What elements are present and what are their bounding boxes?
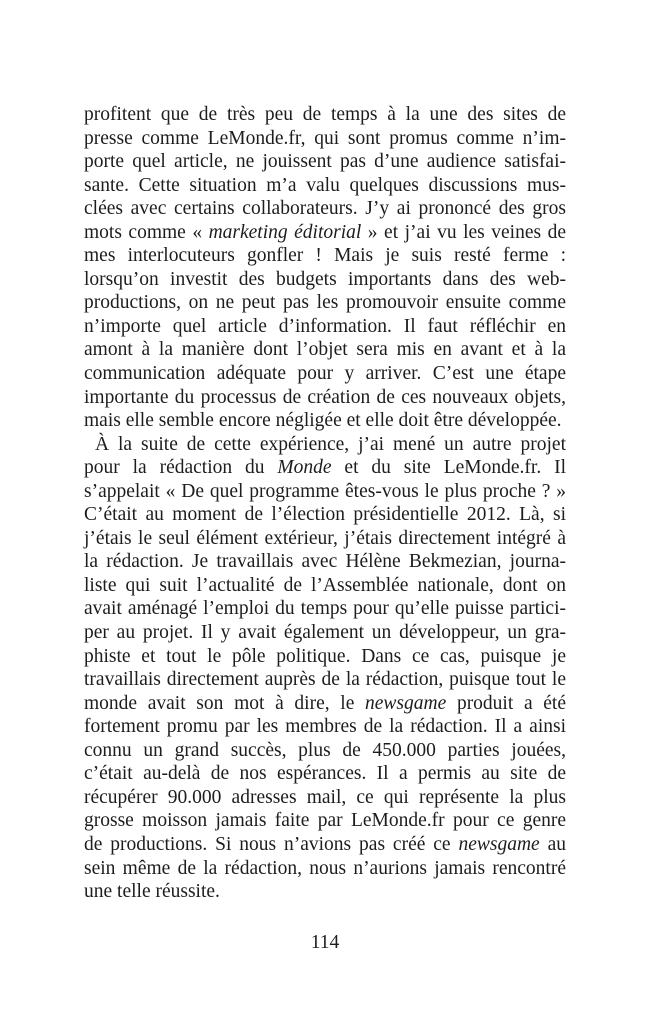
page-text: [84, 103, 566, 904]
text-run: j’étais le seul élément extérieur, j’étais directement intégré à: [84, 527, 566, 549]
text-run: pour la rédaction du: [84, 457, 278, 479]
text-run: lorsqu’on investit des budgets importants dans des web-: [84, 268, 566, 290]
text-run: mais elle semble encore négligée et elle doit être développée.: [84, 410, 562, 432]
italic-text: Monde: [277, 457, 332, 479]
text-run: » et j’ai vu les veines de: [361, 221, 566, 243]
text-run: fortement promu par les membres de la rédaction. Il a ainsi: [84, 716, 566, 738]
text-run: presse comme LeMonde.fr, qui sont promus comme n’im-: [84, 127, 566, 149]
text-run: de productions. Si nous n’avions pas créé ce: [84, 833, 459, 855]
text-run: récupérer 90.000 adresses mail, ce qui représente la plus: [84, 786, 566, 808]
text-line: [84, 315, 566, 339]
text-run: monde avait son mot à dire, le: [84, 692, 366, 714]
text-line: [84, 174, 566, 198]
text-line: [84, 480, 566, 504]
text-line: [84, 127, 566, 151]
italic-text: newsgame: [365, 692, 447, 714]
text-line: [84, 550, 566, 574]
text-line: [84, 268, 566, 292]
text-line: [84, 668, 566, 692]
text-line: [84, 244, 566, 268]
text-run: communication adéquate pour y arriver. C’est une étape: [84, 363, 566, 385]
text-run: per au projet. Il y avait également un développeur, un gra-: [84, 622, 566, 644]
text-line: [84, 809, 566, 833]
text-line: [84, 338, 566, 362]
text-run: une telle réussite.: [84, 881, 220, 903]
text-line: [84, 715, 566, 739]
text-run: produit a été: [446, 692, 566, 714]
text-run: À la suite de cette expérience, j’ai mené un autre projet: [95, 433, 566, 455]
text-run: amont à la manière dont l’objet sera mis en avant et à la: [84, 339, 566, 361]
text-line: [84, 762, 566, 786]
text-run: clées avec certains collaborateurs. J’y ai prononcé des gros: [84, 198, 566, 220]
italic-text: marketing éditorial: [208, 221, 362, 243]
text-line: [84, 456, 566, 480]
text-line: [84, 574, 566, 598]
text-line: [84, 597, 566, 621]
text-run: C’était au moment de l’élection présidentielle 2012. Là, si: [84, 504, 566, 526]
text-run: sante. Cette situation m’a valu quelques discussions mus-: [84, 174, 566, 196]
text-line: [84, 739, 566, 763]
text-run: liste qui suit l’actualité de l’Assemblée nationale, dont on: [84, 574, 566, 596]
text-run: phiste et tout le pôle politique. Dans ce cas, puisque je: [84, 645, 566, 667]
text-run: avait aménagé l’emploi du temps pour qu’elle puisse partici-: [84, 598, 566, 620]
text-line: [84, 150, 566, 174]
text-line: [84, 291, 566, 315]
text-run: au: [539, 833, 567, 855]
text-line: [84, 197, 566, 221]
text-line: [84, 386, 566, 410]
text-run: profitent que de très peu de temps à la une des sites de: [84, 104, 566, 125]
text-line: [84, 645, 566, 669]
text-run: importante du processus de création de ces nouveaux objets,: [84, 386, 566, 408]
page-number: 114: [310, 932, 340, 953]
text-run: mots comme «: [84, 221, 209, 243]
text-run: grosse moisson jamais faite par LeMonde.fr pour ce genre: [84, 810, 566, 832]
text-line: [84, 103, 566, 127]
text-run: sein même de la rédaction, nous n’aurions jamais rencontré: [84, 857, 566, 879]
text-run: c’était au-delà de nos espérances. Il a permis au site de: [84, 763, 566, 785]
text-run: s’appelait « De quel programme êtes-vous le plus proche ? »: [84, 480, 566, 502]
text-run: travaillais directement auprès de la rédaction, puisque tout le: [84, 669, 566, 691]
text-line: [84, 857, 566, 881]
text-run: et du site LeMonde.fr. Il: [331, 457, 566, 479]
text-line: [84, 692, 566, 716]
text-line: [84, 362, 566, 386]
text-run: connu un grand succès, plus de 450.000 parties jouées,: [84, 739, 566, 761]
text-run: mes interlocuteurs gonfler ! Mais je suis resté ferme :: [84, 245, 566, 267]
text-line: [84, 433, 566, 457]
text-run: porte quel article, ne jouissent pas d’une audience satisfai-: [84, 151, 566, 173]
text-run: productions, on ne peut pas les promouvoir ensuite comme: [84, 292, 566, 314]
text-run: la rédaction. Je travaillais avec Hélène Bekmezian, journa-: [84, 551, 566, 573]
text-line: [84, 409, 566, 433]
paragraph: [84, 103, 566, 433]
text-line: [84, 503, 566, 527]
text-line: [84, 527, 566, 551]
text-run: n’importe quel article d’information. Il faut réfléchir en: [84, 315, 566, 337]
text-line: [84, 880, 566, 904]
text-line: [84, 621, 566, 645]
text-line: [84, 221, 566, 245]
italic-text: newsgame: [458, 833, 540, 855]
paragraph: [84, 433, 566, 904]
text-line: [84, 786, 566, 810]
text-line: [84, 833, 566, 857]
